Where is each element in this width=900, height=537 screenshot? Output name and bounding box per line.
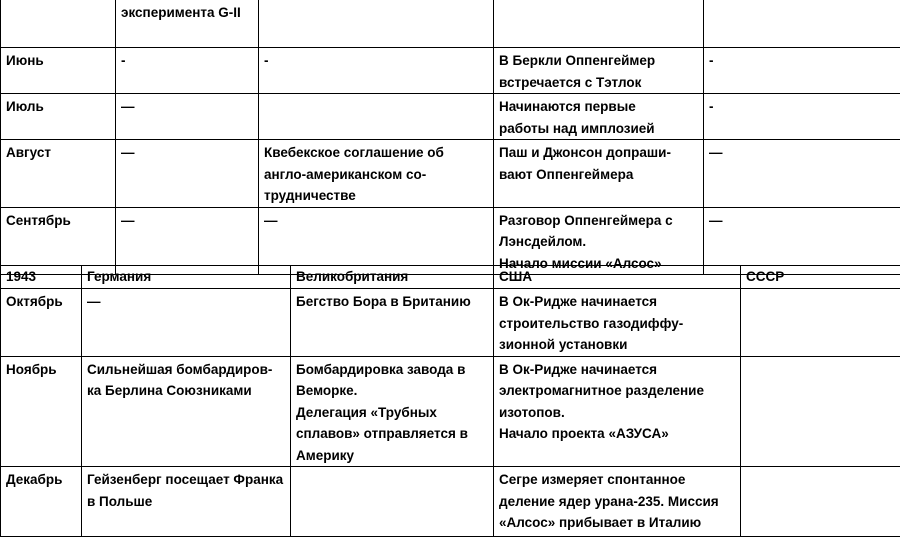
month-cell: Сентябрь [1, 207, 116, 275]
header-britain: Великобритания [291, 266, 494, 289]
ussr-cell: — [704, 207, 900, 275]
usa-cell: Сегре измеряет спонтанное деление ядер урана-235. Миссия «Алсос» прибывает в Италию [494, 467, 741, 537]
table-row [1, 356, 900, 467]
ussr-cell: - [704, 48, 900, 94]
month-cell: Июнь [1, 48, 116, 94]
germany-cell: эксперимента G-II [116, 0, 259, 48]
month-cell: Август [1, 140, 116, 208]
table-row [1, 140, 900, 208]
germany-cell: — [116, 140, 259, 208]
table-row [1, 0, 900, 48]
germany-cell: Гейзенберг посещает Франка в Польше [82, 467, 291, 537]
month-cell: Июль [1, 94, 116, 140]
table-row [1, 48, 900, 94]
britain-cell [291, 467, 494, 537]
germany-cell: — [82, 289, 291, 357]
timeline-table-autumn [0, 265, 900, 537]
month-cell: Октябрь [1, 289, 82, 357]
ussr-cell [704, 0, 900, 48]
ussr-cell: — [704, 140, 900, 208]
germany-cell: — [116, 207, 259, 275]
ussr-cell [741, 356, 900, 467]
usa-cell: В Беркли Оппенгеймер встречается с Тэтлок [494, 48, 704, 94]
germany-cell: — [116, 94, 259, 140]
usa-cell: В Ок-Ридже начинается строительство газодиффу- зионной установки [494, 289, 741, 357]
header-year: 1943 [1, 266, 82, 289]
month-cell [1, 0, 116, 48]
britain-cell [259, 0, 494, 48]
header-ussr: СССР [741, 266, 900, 289]
month-cell: Декабрь [1, 467, 82, 537]
table-row [1, 289, 900, 357]
usa-cell [494, 0, 704, 48]
table-header-row [1, 266, 900, 289]
usa-cell: Паш и Джонсон допраши- вают Оппенгеймера [494, 140, 704, 208]
usa-cell: Разговор Оппенгеймера с Лэнсдейлом. Начало миссии «Алсос» [494, 207, 704, 275]
ussr-cell [741, 467, 900, 537]
britain-cell: Бегство Бора в Британию [291, 289, 494, 357]
germany-cell: Сильнейшая бомбардиров- ка Берлина Союзниками [82, 356, 291, 467]
usa-cell: Начинаются первые работы над имплозией [494, 94, 704, 140]
ussr-cell: - [704, 94, 900, 140]
britain-cell [259, 94, 494, 140]
germany-cell: - [116, 48, 259, 94]
table-row [1, 467, 900, 537]
table-row [1, 94, 900, 140]
usa-cell: В Ок-Ридже начинается электромагнитное разделение изотопов. Начало проекта «АЗУСА» [494, 356, 741, 467]
ussr-cell [741, 289, 900, 357]
britain-cell: — [259, 207, 494, 275]
britain-cell: - [259, 48, 494, 94]
header-usa: США [494, 266, 741, 289]
month-cell: Ноябрь [1, 356, 82, 467]
header-germany: Германия [82, 266, 291, 289]
britain-cell: Бомбардировка завода в Веморке. Делегация «Трубных сплавов» отправляется в Америку [291, 356, 494, 467]
britain-cell: Квебекское соглашение об англо-американском со- трудничестве [259, 140, 494, 208]
